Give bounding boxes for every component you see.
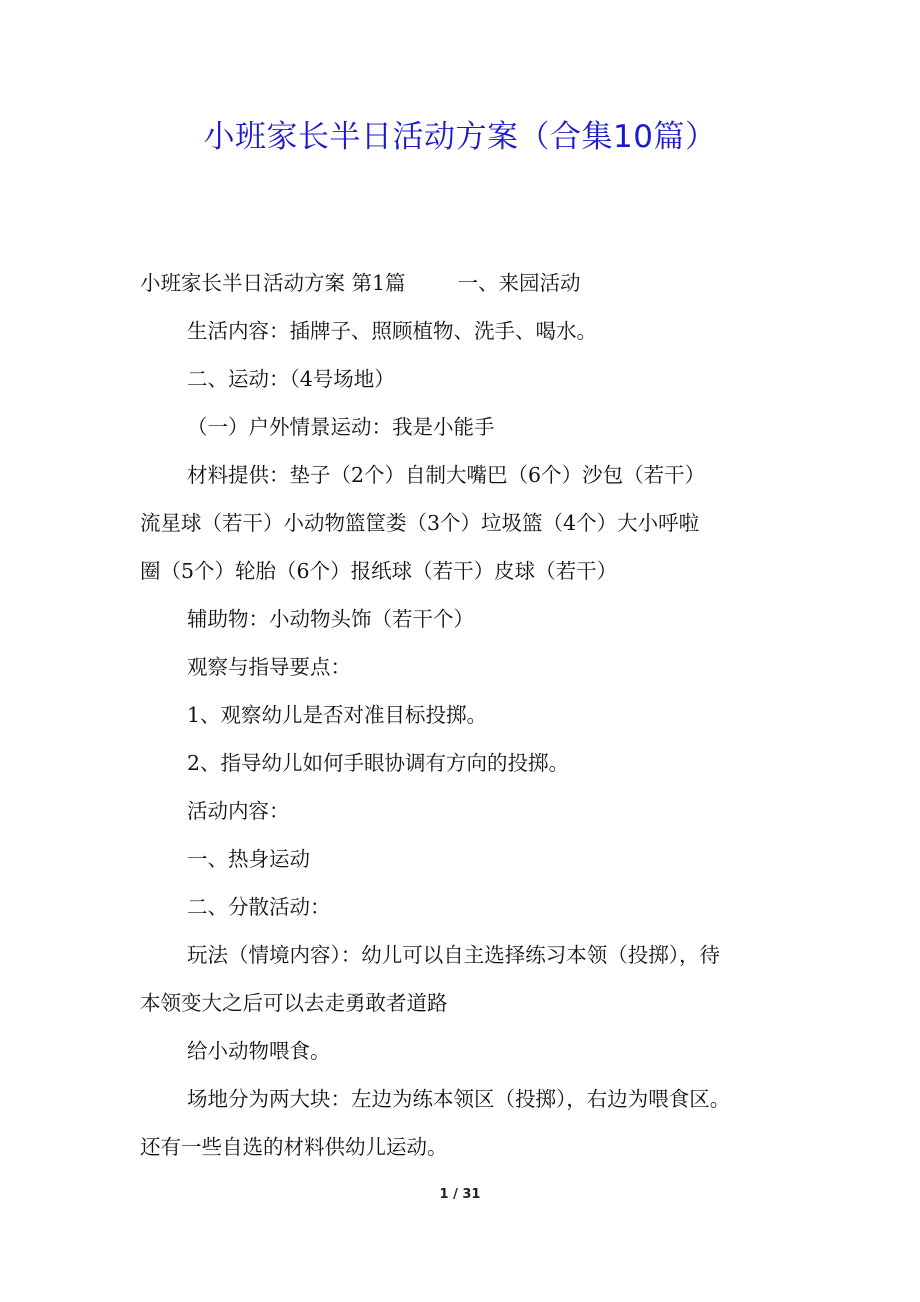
paragraph: （一）户外情景运动：我是小能手 xyxy=(187,415,495,439)
paragraph: 2、指导幼儿如何手眼协调有方向的投掷。 xyxy=(187,751,570,775)
paragraph: 玩法（情境内容）：幼儿可以自主选择练习本领（投掷），待 xyxy=(187,943,720,967)
paragraph: 圈（5个）轮胎（6个）报纸球（若干）皮球（若干） xyxy=(140,559,618,583)
paragraph: 观察与指导要点： xyxy=(187,655,351,679)
paragraph: 二、运动：（4号场地） xyxy=(187,367,395,391)
document-body xyxy=(140,259,805,1171)
paragraph: 还有一些自选的材料供幼儿运动。 xyxy=(140,1135,448,1159)
section-heading-line xyxy=(140,259,805,307)
paragraph: 生活内容：插牌子、照顾植物、洗手、喝水。 xyxy=(187,319,597,343)
paragraph: 1、观察幼儿是否对准目标投掷。 xyxy=(187,703,488,727)
paragraph: 本领变大之后可以去走勇敢者道路 xyxy=(140,991,448,1015)
paragraph: 活动内容： xyxy=(187,799,290,823)
paragraph: 场地分为两大块：左边为练本领区（投掷），右边为喂食区。 xyxy=(187,1087,731,1111)
section-heading: 小班家长半日活动方案 第1篇 xyxy=(140,271,406,295)
paragraph: 二、分散活动： xyxy=(187,895,331,919)
page-number: 1 / 31 xyxy=(439,1187,481,1202)
paragraph: 给小动物喂食。 xyxy=(187,1039,331,1063)
document-title: 小班家长半日活动方案（合集10篇） xyxy=(203,119,717,155)
paragraph: 辅助物：小动物头饰（若干个） xyxy=(187,607,474,631)
paragraph: 流星球（若干）小动物篮筐娄（3个）垃圾篮（4个）大小呼啦 xyxy=(140,511,700,535)
paragraph: 一、热身运动 xyxy=(187,847,310,871)
paragraph: 材料提供：垫子（2个）自制大嘴巴（6个）沙包（若干） xyxy=(187,463,706,487)
section-first-item: 一、来园活动 xyxy=(457,271,581,295)
